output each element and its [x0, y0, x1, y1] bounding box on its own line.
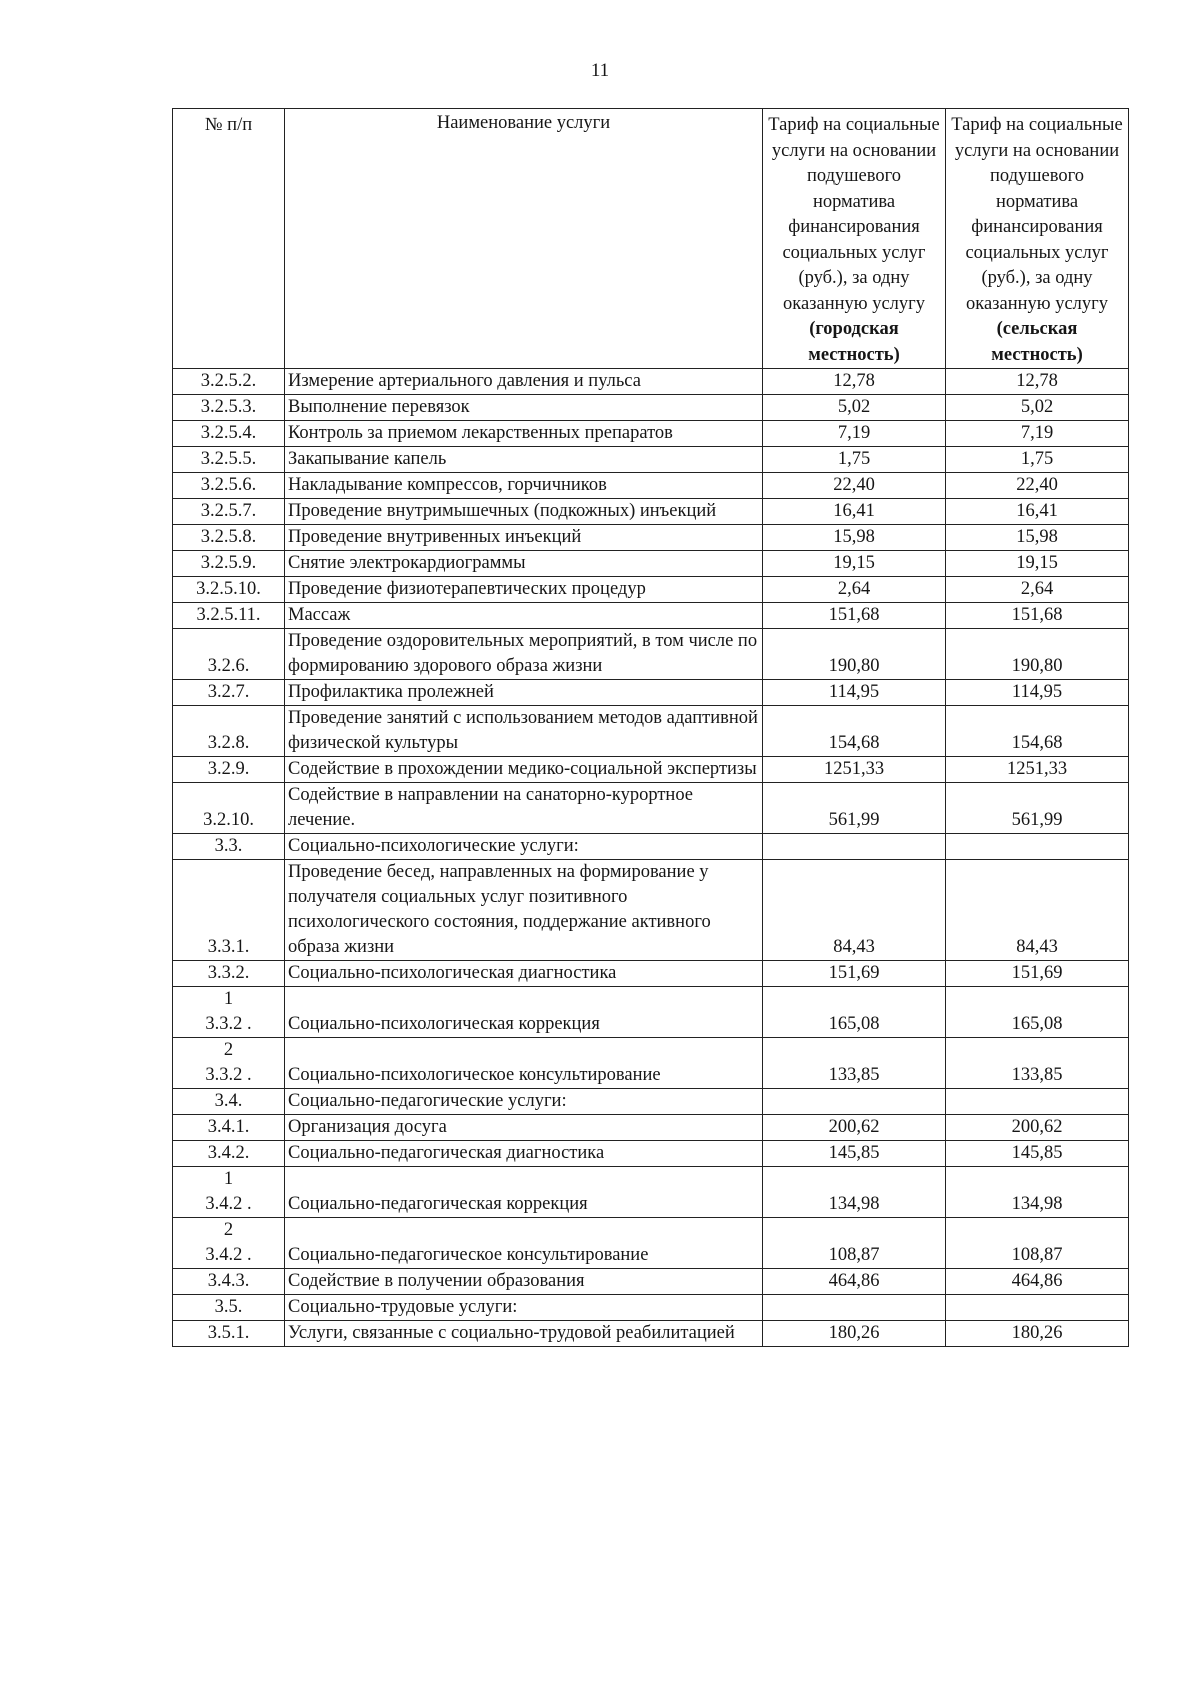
- urban-tariff-value: 200,62: [763, 1115, 946, 1141]
- urban-tariff-value: 5,02: [763, 395, 946, 421]
- service-name: Организация досуга: [285, 1115, 763, 1141]
- row-number-superscript: 2: [223, 1220, 234, 1240]
- rural-tariff-value: [946, 834, 1129, 860]
- urban-tariff-value: 84,43: [763, 860, 946, 961]
- service-name: Социально-трудовые услуги:: [285, 1295, 763, 1321]
- urban-tariff-value: 165,08: [763, 987, 946, 1038]
- table-row: [173, 577, 1129, 603]
- row-number: 3.2.6.: [173, 629, 285, 680]
- rural-tariff-value: 12,78: [946, 369, 1129, 395]
- service-name: Социально-педагогические услуги:: [285, 1089, 763, 1115]
- tariff-table: [172, 108, 1129, 1347]
- table-row: [173, 757, 1129, 783]
- rural-tariff-value: 464,86: [946, 1269, 1129, 1295]
- row-number: 3.2.5.9.: [173, 551, 285, 577]
- row-number: 3.2.5.6.: [173, 473, 285, 499]
- service-name: Социально-психологическая диагностика: [285, 961, 763, 987]
- table-row: [173, 603, 1129, 629]
- urban-tariff-value: 114,95: [763, 680, 946, 706]
- rural-tariff-value: 1,75: [946, 447, 1129, 473]
- service-name: Проведение бесед, направленных на формирование у получателя социальных услуг позитивного психологического состояния, поддержание активного образа жизни: [285, 860, 763, 961]
- urban-tariff-value: 133,85: [763, 1038, 946, 1089]
- urban-tariff-value: 151,68: [763, 603, 946, 629]
- urban-tariff-value: 134,98: [763, 1167, 946, 1218]
- urban-tariff-value: 1251,33: [763, 757, 946, 783]
- urban-tariff-value: 145,85: [763, 1141, 946, 1167]
- service-name: Проведение занятий с использованием методов адаптивной физической культуры: [285, 706, 763, 757]
- urban-tariff-value: 15,98: [763, 525, 946, 551]
- rural-tariff-value: 165,08: [946, 987, 1129, 1038]
- table-row: [173, 499, 1129, 525]
- urban-tariff-value: 22,40: [763, 473, 946, 499]
- service-name: Социально-педагогическое консультирование: [285, 1218, 763, 1269]
- header-urban-area: (городская местность): [808, 319, 900, 365]
- rural-tariff-value: 145,85: [946, 1141, 1129, 1167]
- table-row: [173, 1089, 1129, 1115]
- service-name: Накладывание компрессов, горчичников: [285, 473, 763, 499]
- rural-tariff-value: 84,43: [946, 860, 1129, 961]
- row-number: 3.4.1.: [173, 1115, 285, 1141]
- table-row: [173, 525, 1129, 551]
- urban-tariff-value: 12,78: [763, 369, 946, 395]
- service-name: Социально-психологическое консультирование: [285, 1038, 763, 1089]
- row-number: 3.2.5.11.: [173, 603, 285, 629]
- service-name: Социально-психологическая коррекция: [285, 987, 763, 1038]
- rural-tariff-value: [946, 1089, 1129, 1115]
- table-header-row: [173, 109, 1129, 369]
- service-name: Закапывание капель: [285, 447, 763, 473]
- row-number: 3.2.5.8.: [173, 525, 285, 551]
- rural-tariff-value: 114,95: [946, 680, 1129, 706]
- urban-tariff-value: 464,86: [763, 1269, 946, 1295]
- rural-tariff-value: 108,87: [946, 1218, 1129, 1269]
- row-number: 2 3.4.2 .: [173, 1218, 285, 1269]
- service-name: Социально-педагогическая коррекция: [285, 1167, 763, 1218]
- rural-tariff-value: 151,69: [946, 961, 1129, 987]
- page-number: 11: [590, 60, 610, 81]
- urban-tariff-value: 19,15: [763, 551, 946, 577]
- row-number: 3.4.3.: [173, 1269, 285, 1295]
- table-row: [173, 680, 1129, 706]
- header-service-name: Наименование услуги: [285, 109, 763, 369]
- rural-tariff-value: 19,15: [946, 551, 1129, 577]
- table-row: [173, 1115, 1129, 1141]
- row-number: 3.2.5.10.: [173, 577, 285, 603]
- rural-tariff-value: 180,26: [946, 1321, 1129, 1347]
- row-number: 3.4.: [173, 1089, 285, 1115]
- row-number: 3.2.9.: [173, 757, 285, 783]
- table-row: [173, 1141, 1129, 1167]
- rural-tariff-value: [946, 1295, 1129, 1321]
- table-row: [173, 1218, 1129, 1269]
- table-row: [173, 551, 1129, 577]
- row-number: 3.3.2.: [173, 961, 285, 987]
- service-name: Социально-психологические услуги:: [285, 834, 763, 860]
- table-row: [173, 1321, 1129, 1347]
- urban-tariff-value: 154,68: [763, 706, 946, 757]
- table-row: [173, 1295, 1129, 1321]
- header-rural-tariff: Тариф на социальные услуги на основании подушевого норматива финансирования социальных услуг (руб.), за одну оказанную услугу (сельская местность): [946, 109, 1129, 369]
- service-name: Проведение оздоровительных мероприятий, в том числе по формированию здорового образа жизни: [285, 629, 763, 680]
- service-name: Снятие электрокардиограммы: [285, 551, 763, 577]
- service-name: Массаж: [285, 603, 763, 629]
- service-name: Измерение артериального давления и пульса: [285, 369, 763, 395]
- service-name: Контроль за приемом лекарственных препаратов: [285, 421, 763, 447]
- service-name: Содействие в получении образования: [285, 1269, 763, 1295]
- rural-tariff-value: 154,68: [946, 706, 1129, 757]
- rural-tariff-value: 2,64: [946, 577, 1129, 603]
- rural-tariff-value: 133,85: [946, 1038, 1129, 1089]
- header-urban-tariff: Тариф на социальные услуги на основании подушевого норматива финансирования социальных услуг (руб.), за одну оказанную услугу (городская местность): [763, 109, 946, 369]
- rural-tariff-value: 16,41: [946, 499, 1129, 525]
- urban-tariff-value: 1,75: [763, 447, 946, 473]
- rural-tariff-value: 134,98: [946, 1167, 1129, 1218]
- row-number-superscript: 1: [223, 989, 234, 1009]
- service-name: Профилактика пролежней: [285, 680, 763, 706]
- row-number: 3.2.5.3.: [173, 395, 285, 421]
- service-name: Социально-педагогическая диагностика: [285, 1141, 763, 1167]
- row-number: 2 3.3.2 .: [173, 1038, 285, 1089]
- rural-tariff-value: 15,98: [946, 525, 1129, 551]
- service-name: Проведение внутривенных инъекций: [285, 525, 763, 551]
- table-row: [173, 783, 1129, 834]
- row-number: 3.4.2.: [173, 1141, 285, 1167]
- urban-tariff-value: 16,41: [763, 499, 946, 525]
- row-number: 3.3.: [173, 834, 285, 860]
- table-row: [173, 1167, 1129, 1218]
- rural-tariff-value: 561,99: [946, 783, 1129, 834]
- rural-tariff-value: 1251,33: [946, 757, 1129, 783]
- row-number: 3.3.1.: [173, 860, 285, 961]
- rural-tariff-value: 5,02: [946, 395, 1129, 421]
- table-row: [173, 860, 1129, 961]
- service-name: Выполнение перевязок: [285, 395, 763, 421]
- rural-tariff-value: 151,68: [946, 603, 1129, 629]
- row-number-superscript: 2: [223, 1040, 234, 1060]
- table-row: [173, 395, 1129, 421]
- service-name: Содействие в направлении на санаторно-курортное лечение.: [285, 783, 763, 834]
- service-name: Проведение внутримышечных (подкожных) инъекций: [285, 499, 763, 525]
- table-row: [173, 834, 1129, 860]
- row-number: 1 3.3.2 .: [173, 987, 285, 1038]
- urban-tariff-value: [763, 834, 946, 860]
- row-number: 3.2.10.: [173, 783, 285, 834]
- table-row: [173, 706, 1129, 757]
- row-number: 3.2.5.4.: [173, 421, 285, 447]
- urban-tariff-value: 7,19: [763, 421, 946, 447]
- urban-tariff-value: 180,26: [763, 1321, 946, 1347]
- row-number: 3.2.8.: [173, 706, 285, 757]
- service-name: Содействие в прохождении медико-социальной экспертизы: [285, 757, 763, 783]
- rural-tariff-value: 7,19: [946, 421, 1129, 447]
- urban-tariff-value: 151,69: [763, 961, 946, 987]
- urban-tariff-value: 2,64: [763, 577, 946, 603]
- table-row: [173, 961, 1129, 987]
- urban-tariff-value: [763, 1089, 946, 1115]
- table-row: [173, 447, 1129, 473]
- row-number: 3.5.1.: [173, 1321, 285, 1347]
- row-number: 1 3.4.2 .: [173, 1167, 285, 1218]
- header-rural-area: (сельская местность): [991, 319, 1083, 365]
- table-row: [173, 987, 1129, 1038]
- service-name: Услуги, связанные с социально-трудовой реабилитацией: [285, 1321, 763, 1347]
- row-number: 3.5.: [173, 1295, 285, 1321]
- urban-tariff-value: 190,80: [763, 629, 946, 680]
- row-number-superscript: 1: [223, 1169, 234, 1189]
- table-row: [173, 473, 1129, 499]
- table-row: [173, 629, 1129, 680]
- rural-tariff-value: 190,80: [946, 629, 1129, 680]
- table-row: [173, 369, 1129, 395]
- header-number: № п/п: [173, 109, 285, 369]
- urban-tariff-value: 108,87: [763, 1218, 946, 1269]
- row-number: 3.2.5.7.: [173, 499, 285, 525]
- urban-tariff-value: [763, 1295, 946, 1321]
- row-number: 3.2.5.2.: [173, 369, 285, 395]
- urban-tariff-value: 561,99: [763, 783, 946, 834]
- row-number: 3.2.7.: [173, 680, 285, 706]
- table-row: [173, 1269, 1129, 1295]
- rural-tariff-value: 200,62: [946, 1115, 1129, 1141]
- table-row: [173, 421, 1129, 447]
- service-name: Проведение физиотерапевтических процедур: [285, 577, 763, 603]
- rural-tariff-value: 22,40: [946, 473, 1129, 499]
- table-row: [173, 1038, 1129, 1089]
- row-number: 3.2.5.5.: [173, 447, 285, 473]
